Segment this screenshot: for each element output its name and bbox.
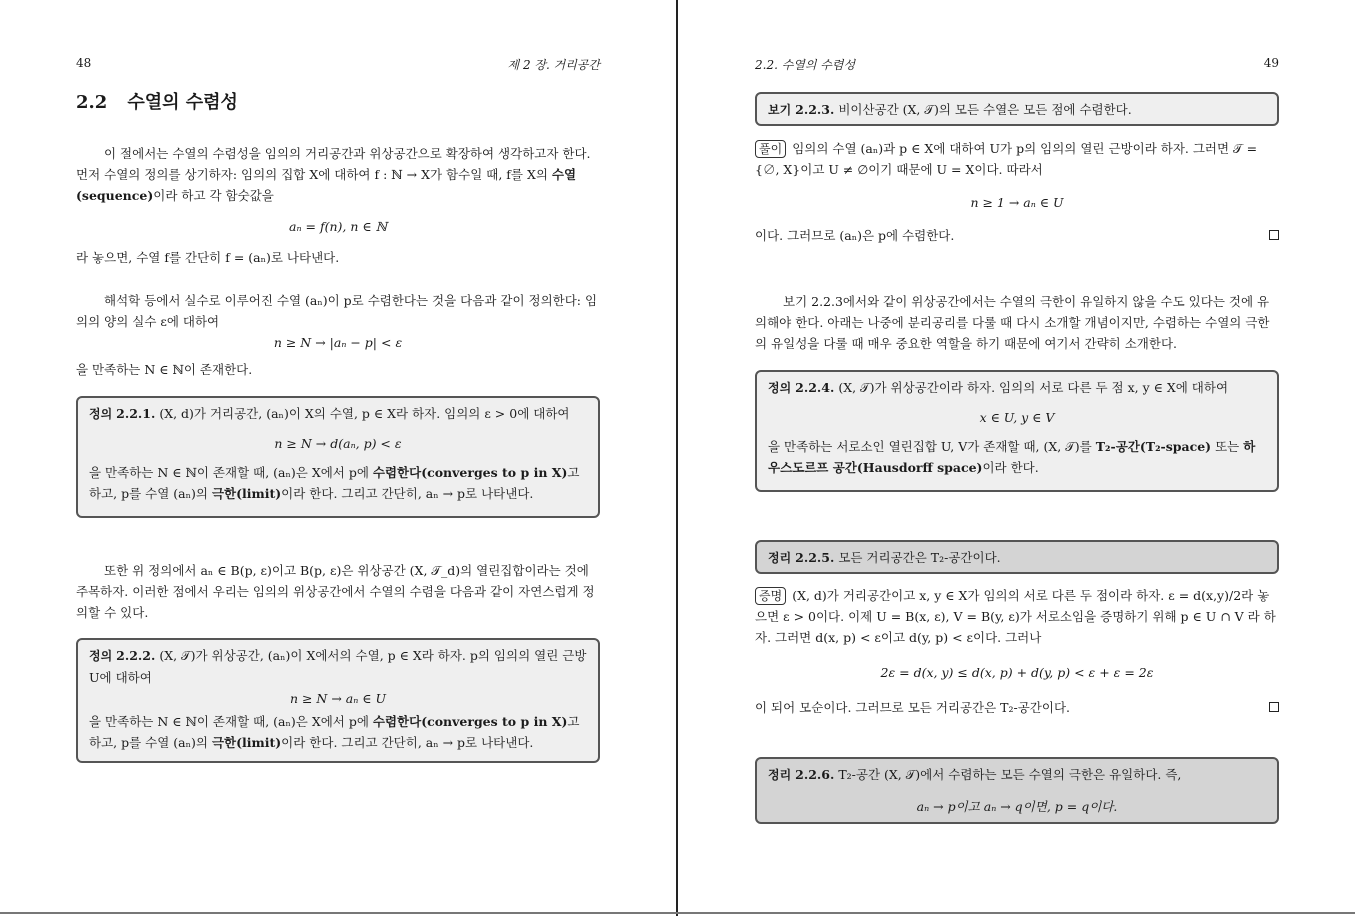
text: 이라 한다. 그리고 간단히, aₙ → p로 나타낸다.: [281, 735, 534, 750]
term-converges: 수렴한다(converges to p in X): [372, 465, 568, 480]
text: (X, d)가 거리공간, (aₙ)이 X의 수열, p ∈ X라 하자. 임의의 ε > 0에 대하여: [159, 406, 570, 421]
proof: [755, 585, 1279, 718]
definition-label: 정의: [768, 381, 792, 395]
section-running-title: 2.2. 수열의 수렴성: [755, 58, 856, 72]
theorem-box-2-2-5: [755, 540, 1279, 574]
definition-number: 2.2.4.: [795, 380, 835, 395]
paragraph: 또한 위 정의에서 aₙ ∈ B(p, ε)이고 B(p, ε)은 위상공간 (X, 𝒯_d)의 열린집합이라는 것에 주목하자. 이러한 점에서 우리는 임의의 위상공간에서 수열의 수렴을 다음과 같이 자연스럽게 정의할 수 있다.: [76, 563, 595, 620]
text: 이라 한다. 그리고 간단히, aₙ → p로 나타낸다.: [281, 486, 534, 501]
example-box-2-2-3: [755, 92, 1279, 126]
definition-box-2-2-2: [76, 638, 600, 763]
running-header: [755, 56, 1279, 74]
text: 비이산공간 (X, 𝒯)의 모든 수열은 모든 점에 수렴한다.: [838, 102, 1132, 117]
example-label: 보기: [768, 103, 792, 117]
equation: n ≥ N → d(aₙ, p) < ε: [274, 436, 402, 451]
definition-number: 2.2.1.: [116, 406, 156, 421]
real-analysis-paragraph: [76, 290, 600, 380]
section-number: 2.2: [76, 92, 108, 113]
equation: n ≥ N → |aₙ − p| < ε: [273, 335, 403, 350]
example-number: 2.2.3.: [795, 102, 835, 117]
term-t2-space: T₂-공간(T₂-space): [1095, 439, 1212, 454]
text: 모든 거리공간은 T₂-공간이다.: [838, 550, 1001, 565]
text: (X, d)가 거리공간이고 x, y ∈ X가 임의의 서로 다른 두 점이라 하자. ε = d(x,y)/2라 놓으면 ε > 0이다. 이제 U = B(x, ε), V = B(y, ε)가 서로소임을 증명하기 위해 p ∈ U ∩ V 라 하자. 그러면 d(x, p) < ε이고 d(y, p) < ε이다. 그러나: [755, 588, 1276, 645]
topology-paragraph: [76, 560, 600, 623]
text: 고 하고, p를 수열 (aₙ)의: [89, 465, 580, 501]
paragraph: 보기 2.2.3에서와 같이 위상공간에서는 수열의 극한이 유일하지 않을 수도 있다는 것에 유의해야 한다. 아래는 나중에 분리공리를 다룰 때 다시 소개할 개념이지만, 수렴하는 수열의 극한의 유일성을 다룰 때 매우 중요한 역할을 하기 때문에 여기서 간략히 소개한다.: [755, 294, 1270, 351]
section-title: 수열의 수렴성: [127, 92, 238, 113]
equation: 2ε = d(x, y) ≤ d(x, p) + d(y, p) < ε + ε = 2ε: [880, 665, 1154, 680]
text: 이라 하고 각 함숫값을: [153, 188, 274, 203]
equation: x ∈ U, y ∈ V: [979, 410, 1055, 425]
text: T₂-공간 (X, 𝒯)에서 수렴하는 모든 수열의 극한은 유일하다. 즉,: [838, 767, 1182, 782]
paragraph: 을 만족하는 N ∈ ℕ이 존재한다.: [76, 362, 253, 377]
definition-label: 정의: [89, 649, 113, 663]
text: 을 만족하는 서로소인 열린집합 U, V가 존재할 때, (X, 𝒯)를: [768, 439, 1096, 454]
term-limit: 극한(limit): [211, 486, 282, 501]
qed-square-icon: [1269, 702, 1279, 712]
term-limit: 극한(limit): [211, 735, 282, 750]
equation: n ≥ 1 → aₙ ∈ U: [970, 195, 1064, 210]
text: 고 하고, p를 수열 (aₙ)의: [89, 714, 580, 750]
text: 이다. 그러므로 (aₙ)은 p에 수렴한다.: [755, 228, 955, 243]
chapter-title: 제 2 장. 거리공간: [507, 58, 600, 72]
proof-tag: 증명: [755, 587, 786, 605]
term-converges: 수렴한다(converges to p in X): [372, 714, 568, 729]
solution: [755, 138, 1279, 246]
term-sequence: 수열(sequence): [76, 167, 577, 203]
text: 을 만족하는 N ∈ ℕ이 존재할 때, (aₙ)은 X에서 p에: [89, 714, 373, 729]
text: (X, 𝒯)가 위상공간, (aₙ)이 X에서의 수열, p ∈ X라 하자. p의 임의의 열린 근방 U에 대하여: [89, 648, 587, 685]
intro-paragraph: [76, 143, 600, 268]
text: 임의의 수열 (aₙ)과 p ∈ X에 대하여 U가 p의 임의의 열린 근방이라 하자. 그러면 𝒯 = {∅, X}이고 U ≠ ∅이기 때문에 U = X이다. 따라서: [755, 141, 1258, 177]
paragraph: 해석학 등에서 실수로 이루어진 수열 (aₙ)이 p로 수렴한다는 것을 다음과 같이 정의한다: 임의의 양의 실수 ε에 대하여: [76, 293, 598, 329]
text: 이라 한다.: [982, 460, 1039, 475]
book-spine: [676, 0, 678, 916]
theorem-label: 정리: [768, 551, 792, 565]
definition-box-2-2-1: [76, 396, 600, 518]
theorem-number: 2.2.6.: [795, 767, 835, 782]
definition-label: 정의: [89, 407, 113, 421]
text: 또는: [1211, 439, 1244, 454]
left-page: [76, 0, 600, 912]
equation: aₙ = f(n), n ∈ ℕ: [289, 219, 387, 234]
definition-number: 2.2.2.: [116, 648, 156, 663]
bottom-border: [0, 912, 1355, 914]
term-hausdorff-space: 하우스도르프 공간(Hausdorff space): [768, 439, 1256, 475]
uniqueness-paragraph: [755, 291, 1279, 354]
running-header: [76, 56, 600, 74]
page-number: 48: [76, 56, 92, 70]
text: (X, 𝒯)가 위상공간이라 하자. 임의의 서로 다른 두 점 x, y ∈ X에 대하여: [838, 380, 1229, 395]
solution-tag: 풀이: [755, 140, 786, 158]
equation: n ≥ N → aₙ ∈ U: [289, 691, 387, 706]
theorem-label: 정리: [768, 768, 792, 782]
theorem-box-2-2-6: [755, 757, 1279, 824]
text: 이 절에서는 수열의 수렴성을 임의의 거리공간과 위상공간으로 확장하여 생각하고자 한다. 먼저 수열의 정의를 상기하자: 임의의 집합 X에 대하여 f : ℕ → X가 함수일 때, f를 X의: [76, 146, 591, 182]
right-page: [755, 0, 1279, 912]
section-heading: [76, 88, 238, 114]
text: 을 만족하는 N ∈ ℕ이 존재할 때, (aₙ)은 X에서 p에: [89, 465, 373, 480]
qed-square-icon: [1269, 230, 1279, 240]
page-number: 49: [1263, 56, 1279, 70]
text: 이 되어 모순이다. 그러므로 모든 거리공간은 T₂-공간이다.: [755, 700, 1071, 715]
definition-box-2-2-4: [755, 370, 1279, 492]
paragraph: 라 놓으면, 수열 f를 간단히 f = (aₙ)로 나타낸다.: [76, 250, 340, 265]
equation: aₙ → p이고 aₙ → q이면, p = q이다.: [916, 799, 1118, 814]
theorem-number: 2.2.5.: [795, 550, 835, 565]
